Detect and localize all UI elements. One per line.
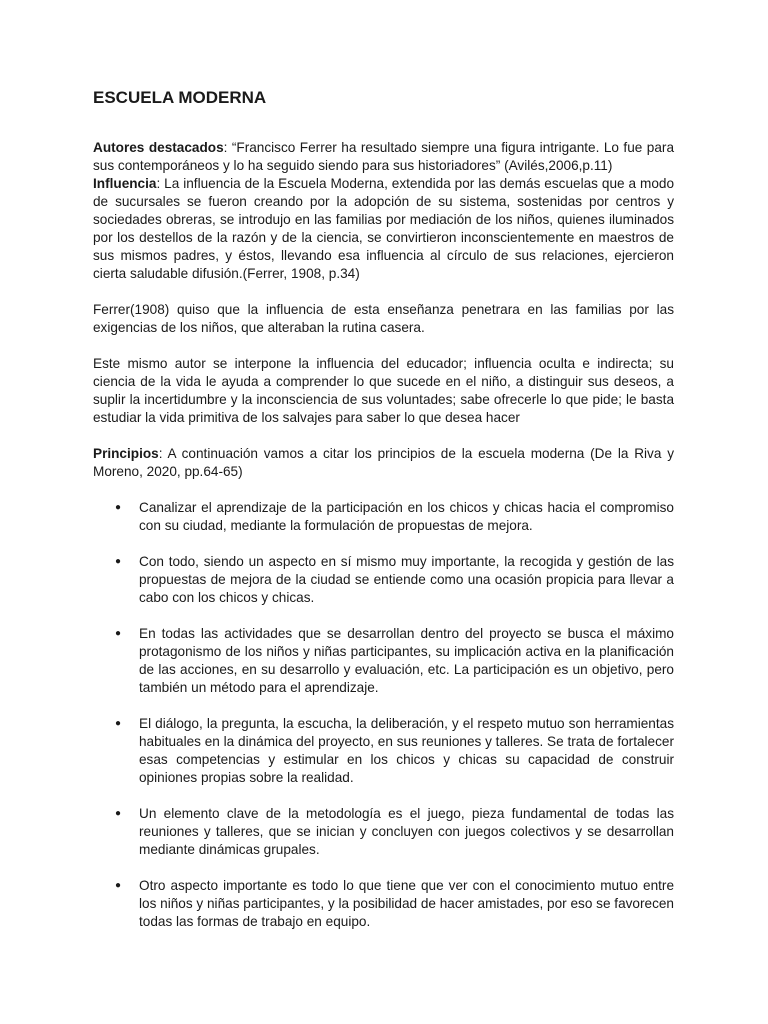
- bullet-icon: ●: [115, 808, 122, 819]
- list-item: [93, 625, 674, 697]
- document-page: [93, 84, 674, 949]
- list-item-text: Un elemento clave de la metodología es el juego, pieza fundamental de todas las reuniones y talleres, que se inician y concluyen con juegos colectivos y se desarrollan mediante dinámicas grupales.: [139, 806, 674, 857]
- autor-paragraph: Este mismo autor se interpone la influencia del educador; influencia oculta e indirecta; su ciencia de la vida le ayuda a comprender lo que sucede en el niño, a distinguir sus deseos, a suplir la incertidumbre y la inconsciencia de sus voluntades; sabe ofrecerle lo que pide; le basta estudiar la vida primitiva de los salvajes para saber lo que desea hacer: [93, 356, 674, 425]
- bullet-icon: ●: [115, 556, 122, 567]
- list-item: [93, 499, 674, 535]
- influencia-paragraph: [93, 175, 674, 283]
- ferrer-paragraph: Ferrer(1908) quiso que la influencia de esta enseñanza penetrara en las familias por las exigencias de los niños, que alteraban la rutina casera.: [93, 302, 674, 335]
- influencia-text: : La influencia de la Escuela Moderna, extendida por las demás escuelas que a modo de sucursales se fueron creando por la adopción de su sistema, sostenidas por centros y sociedades obreras, se introdujo en las familias por mediación de los niños, quienes iluminados por los destellos de la razón y de la ciencia, se convirtieron inconscientemente en maestros de sus mismos padres, y éstos, llevando esa influencia al círculo de sus relaciones, ejercieron cierta saludable difusión.(Ferrer, 1908, p.34): [93, 176, 674, 281]
- list-item-text: Con todo, siendo un aspecto en sí mismo muy importante, la recogida y gestión de las propuestas de mejora de la ciudad se entiende como una ocasión propicia para llevar a cabo con los chicos y chicas.: [139, 554, 674, 605]
- bullet-icon: ●: [115, 628, 122, 639]
- list-item: [93, 805, 674, 859]
- list-item-text: Canalizar el aprendizaje de la participación en los chicos y chicas hacia el compromiso con su ciudad, mediante la formulación de propuestas de mejora.: [139, 500, 674, 533]
- list-item-text: Otro aspecto importante es todo lo que tiene que ver con el conocimiento mutuo entre los niños y niñas participantes, y la posibilidad de hacer amistades, por eso se favorecen todas las formas de trabajo en equipo.: [139, 878, 674, 929]
- principios-label: Principios: [93, 446, 159, 461]
- list-item: [93, 877, 674, 931]
- autores-label: Autores destacados: [93, 140, 224, 155]
- list-item: [93, 553, 674, 607]
- document-title: ESCUELA MODERNA: [93, 88, 267, 107]
- principios-list: [93, 499, 674, 931]
- principios-text: : A continuación vamos a citar los principios de la escuela moderna (De la Riva y Moreno, 2020, pp.64-65): [93, 446, 674, 479]
- influencia-label: Influencia: [93, 176, 157, 191]
- list-item-text: El diálogo, la pregunta, la escucha, la deliberación, y el respeto mutuo son herramientas habituales en la dinámica del proyecto, en sus reuniones y talleres. Se trata de fortalecer esas competencias y estimular en los chicos y chicas su capacidad de construir opiniones propias sobre la realidad.: [139, 716, 674, 785]
- bullet-icon: ●: [115, 718, 122, 729]
- autores-text: : “Francisco Ferrer ha resultado siempre una figura intrigante. Lo fue para sus contemporáneos y lo ha seguido siendo para sus historiadores” (Avilés,2006,p.11): [93, 140, 675, 173]
- bullet-icon: ●: [115, 880, 122, 891]
- bullet-icon: ●: [115, 502, 122, 513]
- list-item-text: En todas las actividades que se desarrollan dentro del proyecto se busca el máximo protagonismo de los niños y niñas participantes, su implicación activa en la planificación de las acciones, en su desarrollo y evaluación, etc. La participación es un objetivo, pero también un método para el aprendizaje.: [139, 626, 674, 695]
- autores-paragraph: [93, 139, 674, 175]
- principios-paragraph: [93, 445, 674, 481]
- list-item: [93, 715, 674, 787]
